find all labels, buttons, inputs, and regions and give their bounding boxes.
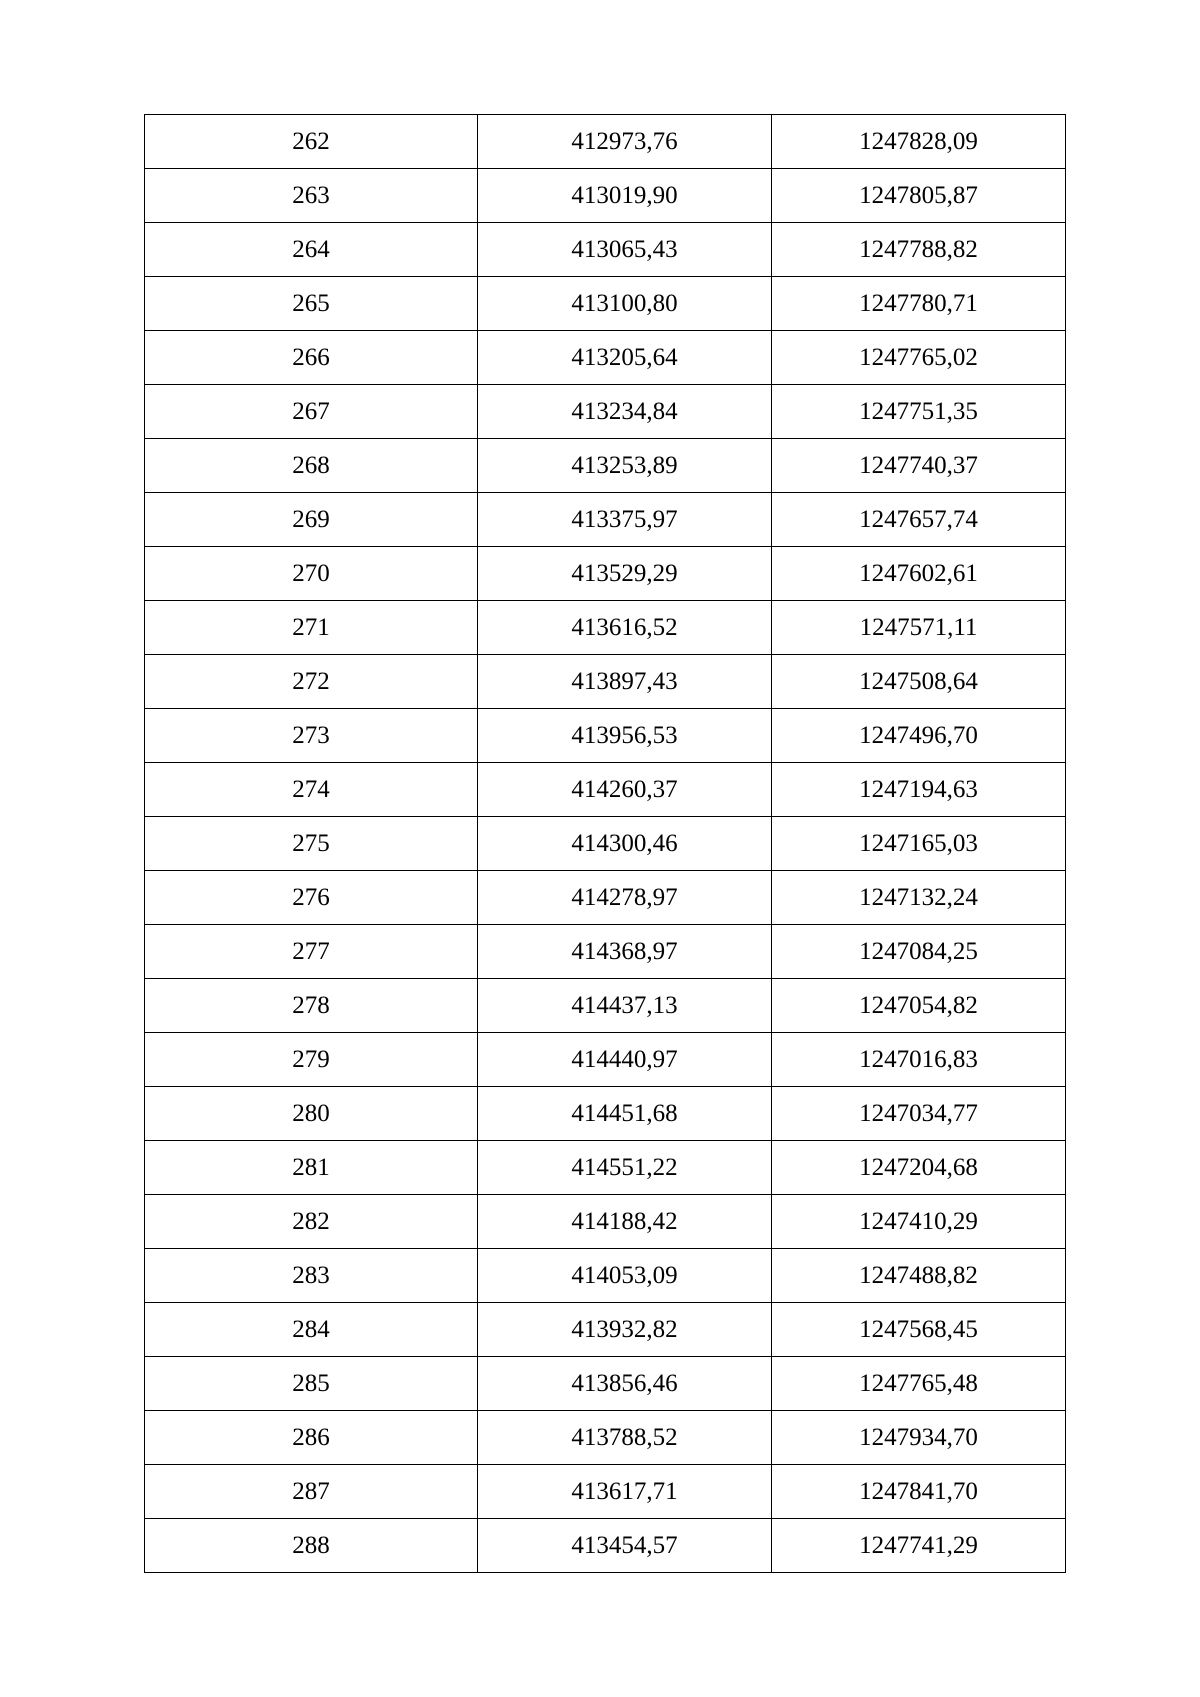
point-number-cell: 279 xyxy=(145,1033,478,1087)
table-row xyxy=(145,385,1066,439)
y-coordinate-cell: 1247934,70 xyxy=(772,1411,1066,1465)
table-row xyxy=(145,1519,1066,1573)
table-row xyxy=(145,1141,1066,1195)
table-row xyxy=(145,1195,1066,1249)
y-coordinate-cell: 1247165,03 xyxy=(772,817,1066,871)
y-coordinate-cell: 1247571,11 xyxy=(772,601,1066,655)
y-coordinate-cell: 1247765,02 xyxy=(772,331,1066,385)
x-coordinate-cell: 413897,43 xyxy=(478,655,772,709)
x-coordinate-cell: 414440,97 xyxy=(478,1033,772,1087)
point-number-cell: 285 xyxy=(145,1357,478,1411)
y-coordinate-cell: 1247751,35 xyxy=(772,385,1066,439)
table-row xyxy=(145,1303,1066,1357)
point-number-cell: 286 xyxy=(145,1411,478,1465)
table-row xyxy=(145,169,1066,223)
point-number-cell: 287 xyxy=(145,1465,478,1519)
y-coordinate-cell: 1247741,29 xyxy=(772,1519,1066,1573)
point-number-cell: 268 xyxy=(145,439,478,493)
x-coordinate-cell: 414451,68 xyxy=(478,1087,772,1141)
table-row xyxy=(145,817,1066,871)
table-row xyxy=(145,1087,1066,1141)
x-coordinate-cell: 413375,97 xyxy=(478,493,772,547)
y-coordinate-cell: 1247828,09 xyxy=(772,115,1066,169)
y-coordinate-cell: 1247132,24 xyxy=(772,871,1066,925)
x-coordinate-cell: 413100,80 xyxy=(478,277,772,331)
y-coordinate-cell: 1247488,82 xyxy=(772,1249,1066,1303)
y-coordinate-cell: 1247841,70 xyxy=(772,1465,1066,1519)
y-coordinate-cell: 1247084,25 xyxy=(772,925,1066,979)
point-number-cell: 284 xyxy=(145,1303,478,1357)
point-number-cell: 271 xyxy=(145,601,478,655)
x-coordinate-cell: 413956,53 xyxy=(478,709,772,763)
table-row xyxy=(145,979,1066,1033)
point-number-cell: 277 xyxy=(145,925,478,979)
x-coordinate-cell: 414188,42 xyxy=(478,1195,772,1249)
x-coordinate-cell: 414437,13 xyxy=(478,979,772,1033)
table-row xyxy=(145,925,1066,979)
y-coordinate-cell: 1247016,83 xyxy=(772,1033,1066,1087)
x-coordinate-cell: 414053,09 xyxy=(478,1249,772,1303)
point-number-cell: 274 xyxy=(145,763,478,817)
point-number-cell: 263 xyxy=(145,169,478,223)
coordinates-table-body xyxy=(145,115,1066,1573)
point-number-cell: 288 xyxy=(145,1519,478,1573)
y-coordinate-cell: 1247568,45 xyxy=(772,1303,1066,1357)
table-row xyxy=(145,763,1066,817)
table-row xyxy=(145,1465,1066,1519)
x-coordinate-cell: 413253,89 xyxy=(478,439,772,493)
point-number-cell: 269 xyxy=(145,493,478,547)
y-coordinate-cell: 1247508,64 xyxy=(772,655,1066,709)
x-coordinate-cell: 414260,37 xyxy=(478,763,772,817)
y-coordinate-cell: 1247805,87 xyxy=(772,169,1066,223)
point-number-cell: 265 xyxy=(145,277,478,331)
y-coordinate-cell: 1247657,74 xyxy=(772,493,1066,547)
y-coordinate-cell: 1247204,68 xyxy=(772,1141,1066,1195)
table-row xyxy=(145,655,1066,709)
x-coordinate-cell: 413529,29 xyxy=(478,547,772,601)
point-number-cell: 281 xyxy=(145,1141,478,1195)
point-number-cell: 267 xyxy=(145,385,478,439)
x-coordinate-cell: 413617,71 xyxy=(478,1465,772,1519)
table-row xyxy=(145,439,1066,493)
table-row xyxy=(145,1411,1066,1465)
y-coordinate-cell: 1247054,82 xyxy=(772,979,1066,1033)
table-row xyxy=(145,1033,1066,1087)
y-coordinate-cell: 1247780,71 xyxy=(772,277,1066,331)
coordinates-table xyxy=(144,114,1066,1573)
point-number-cell: 282 xyxy=(145,1195,478,1249)
x-coordinate-cell: 413065,43 xyxy=(478,223,772,277)
x-coordinate-cell: 413454,57 xyxy=(478,1519,772,1573)
y-coordinate-cell: 1247602,61 xyxy=(772,547,1066,601)
table-row xyxy=(145,493,1066,547)
table-row xyxy=(145,1357,1066,1411)
point-number-cell: 276 xyxy=(145,871,478,925)
table-row xyxy=(145,709,1066,763)
y-coordinate-cell: 1247496,70 xyxy=(772,709,1066,763)
x-coordinate-cell: 412973,76 xyxy=(478,115,772,169)
x-coordinate-cell: 414278,97 xyxy=(478,871,772,925)
y-coordinate-cell: 1247034,77 xyxy=(772,1087,1066,1141)
x-coordinate-cell: 414368,97 xyxy=(478,925,772,979)
table-row xyxy=(145,601,1066,655)
point-number-cell: 283 xyxy=(145,1249,478,1303)
point-number-cell: 266 xyxy=(145,331,478,385)
y-coordinate-cell: 1247410,29 xyxy=(772,1195,1066,1249)
point-number-cell: 262 xyxy=(145,115,478,169)
table-row xyxy=(145,277,1066,331)
point-number-cell: 272 xyxy=(145,655,478,709)
y-coordinate-cell: 1247740,37 xyxy=(772,439,1066,493)
x-coordinate-cell: 413205,64 xyxy=(478,331,772,385)
table-row xyxy=(145,331,1066,385)
point-number-cell: 275 xyxy=(145,817,478,871)
y-coordinate-cell: 1247765,48 xyxy=(772,1357,1066,1411)
x-coordinate-cell: 413019,90 xyxy=(478,169,772,223)
table-row xyxy=(145,223,1066,277)
y-coordinate-cell: 1247788,82 xyxy=(772,223,1066,277)
x-coordinate-cell: 413788,52 xyxy=(478,1411,772,1465)
y-coordinate-cell: 1247194,63 xyxy=(772,763,1066,817)
x-coordinate-cell: 413932,82 xyxy=(478,1303,772,1357)
point-number-cell: 264 xyxy=(145,223,478,277)
point-number-cell: 270 xyxy=(145,547,478,601)
x-coordinate-cell: 413616,52 xyxy=(478,601,772,655)
point-number-cell: 278 xyxy=(145,979,478,1033)
point-number-cell: 280 xyxy=(145,1087,478,1141)
x-coordinate-cell: 413234,84 xyxy=(478,385,772,439)
point-number-cell: 273 xyxy=(145,709,478,763)
table-row xyxy=(145,1249,1066,1303)
table-row xyxy=(145,115,1066,169)
x-coordinate-cell: 414551,22 xyxy=(478,1141,772,1195)
table-row xyxy=(145,871,1066,925)
x-coordinate-cell: 414300,46 xyxy=(478,817,772,871)
x-coordinate-cell: 413856,46 xyxy=(478,1357,772,1411)
table-row xyxy=(145,547,1066,601)
